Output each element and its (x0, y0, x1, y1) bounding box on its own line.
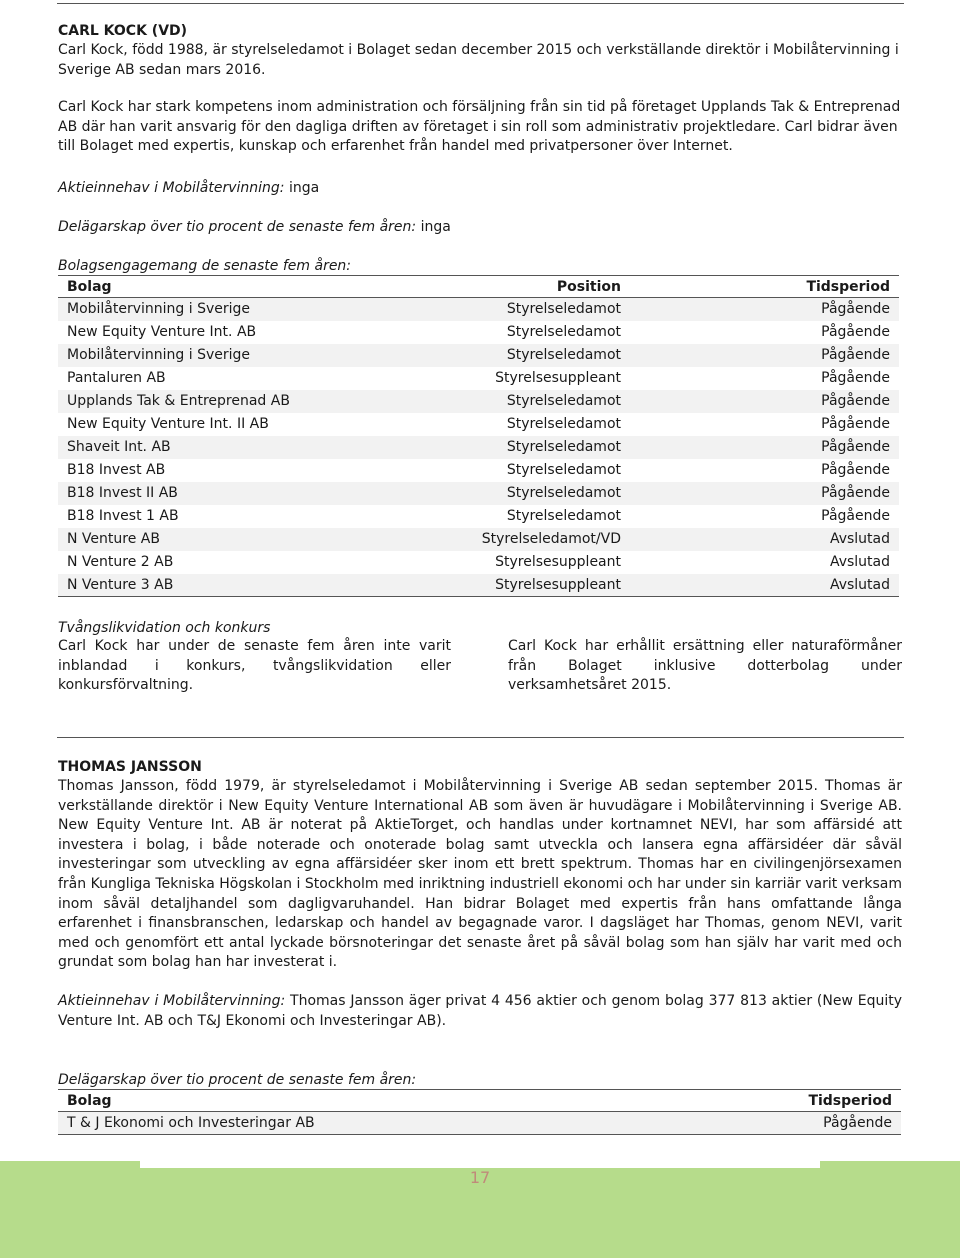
table-header-row (58, 1090, 901, 1112)
carl-ownership (58, 217, 904, 237)
cell-tidsperiod: Pågående (630, 436, 899, 459)
table-row (58, 298, 899, 321)
cell-bolag: N Venture 2 AB (67, 554, 174, 570)
cell-tidsperiod: Pågående (821, 508, 890, 524)
cell-tidsperiod: Avslutad (630, 528, 899, 551)
section-divider (57, 737, 904, 738)
cell-bolag: T & J Ekonomi och Investeringar AB (58, 1112, 658, 1135)
carl-intro: Carl Kock, född 1988, är styrelseledamot i Bolaget sedan december 2015 och verkställande direktör i Mobilåtervinning i Sverige AB sedan mars 2016. (58, 42, 899, 78)
table-row (58, 321, 899, 344)
cell-tidsperiod: Avslutad (829, 554, 890, 570)
carl-title: CARL KOCK (VD) (58, 23, 188, 39)
page-number: 17 (469, 1168, 491, 1187)
table-row (58, 1112, 901, 1135)
carl-holdings-label: Aktieinnehav i Mobilåtervinning: (58, 180, 285, 196)
top-rule (57, 3, 904, 4)
table-row (58, 413, 899, 436)
cell-bolag: Pantaluren AB (67, 370, 166, 386)
thomas-ownership-label: Delägarskap över tio procent de senaste fem åren: (58, 1072, 417, 1088)
cell-bolag: New Equity Venture Int. II AB (67, 416, 269, 432)
cell-position: Styrelseledamot (438, 298, 630, 321)
thomas-holdings-value: Thomas Jansson äger privat 4 456 aktier och genom bolag 377 813 aktier (New Equity Venture Int. AB och T&J Ekonomi och Investeringar AB). (58, 993, 902, 1029)
carl-ownership-label: Delägarskap över tio procent de senaste fem åren: (58, 219, 417, 235)
carl-holdings-value: inga (288, 180, 320, 196)
cell-tidsperiod: Pågående (821, 416, 890, 432)
cell-bolag: Shaveit Int. AB (58, 436, 438, 459)
carl-ownership-value: inga (420, 219, 451, 235)
cell-bolag: Mobilåtervinning i Sverige (58, 344, 438, 367)
cell-position: Styrelsesuppleant (438, 574, 630, 597)
table-row (58, 551, 899, 574)
carl-holdings (58, 178, 904, 198)
cell-position: Styrelseledamot (506, 462, 621, 478)
carl-liquidation-label: Tvångslikvidation och konkurs (58, 620, 271, 636)
table-row (58, 367, 899, 390)
header-tidsperiod: Tidsperiod (630, 276, 899, 298)
cell-bolag: Upplands Tak & Entreprenad AB (58, 390, 438, 413)
table-header-row (58, 276, 899, 298)
table-row (58, 528, 899, 551)
cell-bolag: B18 Invest AB (67, 462, 166, 478)
thomas-title: THOMAS JANSSON (58, 759, 202, 775)
header-bolag: Bolag (58, 1090, 658, 1112)
cell-position: Styrelsesuppleant (495, 370, 621, 386)
cell-bolag: N Venture 3 AB (58, 574, 438, 597)
footer-notch (140, 1161, 820, 1168)
cell-tidsperiod: Pågående (630, 390, 899, 413)
carl-engagements-table (58, 275, 899, 597)
cell-tidsperiod: Pågående (630, 344, 899, 367)
cell-tidsperiod: Pågående (658, 1112, 901, 1135)
thomas-bio: Thomas Jansson, född 1979, är styrelseledamot i Mobilåtervinning i Sverige AB sedan september 2015. Thomas är verkställande direktör i New Equity Venture International AB som även är huvudägare i Mobilåtervinning i Sverige AB. New Equity Venture Int. AB är noterat på AktieTorget, och handlas under kortnamnet NEVI, har som affärsidé att investera i bolag, i både noterade och onoterade bolag samt utveckla och lansera egna affärsidéer där såväl investeringar som utveckling av egna affärsidéer sker inom ett brett spektrum. Thomas har en civilingenjörsexamen från Kungliga Tekniska Högskolan i Stockholm med inriktning industriell ekonomi och har under sin karriär varit verksam inom såväl detaljhandel som dagligvaruhandel. Han bidrar Bolaget med expertis från hans omfattande långa erfarenhet i finansbranschen, ledarskap och handel av begagnade varor. I dagsläget har Thomas, genom NEVI, varit med och genomfört ett antal lyckade börsnoteringar det senaste året på såväl bolag som han själv har varit med och grundat som bolag han har investerat i. (58, 778, 902, 971)
table-row (58, 482, 899, 505)
cell-position: Styrelsesuppleant (495, 554, 621, 570)
header-bolag: Bolag (58, 276, 438, 298)
table-row (58, 344, 899, 367)
cell-tidsperiod: Pågående (821, 370, 890, 386)
cell-tidsperiod: Pågående (821, 324, 890, 340)
cell-bolag: N Venture AB (58, 528, 438, 551)
table-row (58, 505, 899, 528)
cell-tidsperiod: Pågående (821, 462, 890, 478)
carl-engagements-label: Bolagsengagemang de senaste fem åren: (58, 258, 352, 274)
cell-bolag: Mobilåtervinning i Sverige (58, 298, 438, 321)
thomas-holdings (58, 992, 902, 1031)
cell-bolag: New Equity Venture Int. AB (67, 324, 257, 340)
table-row (58, 390, 899, 413)
cell-bolag: B18 Invest 1 AB (67, 508, 179, 524)
cell-position: Styrelseledamot (438, 344, 630, 367)
cell-tidsperiod: Pågående (630, 298, 899, 321)
cell-position: Styrelseledamot (506, 324, 621, 340)
carl-liquidation-text: Carl Kock har under de senaste fem åren inte varit inblandad i konkurs, tvångslikvidation eller konkursförvaltning. (58, 638, 451, 694)
cell-bolag: B18 Invest II AB (58, 482, 438, 505)
cell-tidsperiod: Avslutad (630, 574, 899, 597)
cell-position: Styrelseledamot (438, 482, 630, 505)
cell-position: Styrelseledamot (438, 436, 630, 459)
cell-position: Styrelseledamot (506, 416, 621, 432)
thomas-holdings-label: Aktieinnehav i Mobilåtervinning: (58, 993, 286, 1009)
cell-tidsperiod: Pågående (630, 482, 899, 505)
cell-position: Styrelseledamot/VD (438, 528, 630, 551)
thomas-ownership-table (58, 1089, 901, 1135)
table-row (58, 574, 899, 597)
header-tidsperiod: Tidsperiod (658, 1090, 901, 1112)
table-row (58, 436, 899, 459)
carl-compensation-text: Carl Kock har erhållit ersättning eller naturaförmåner från Bolaget inklusive dotterbolag under verksamhetsåret 2015. (508, 638, 902, 694)
header-position: Position (438, 276, 630, 298)
table-row (58, 459, 899, 482)
carl-bio: Carl Kock har stark kompetens inom administration och försäljning från sin tid på företaget Upplands Tak & Entreprenad AB där han varit ansvarig för den dagliga driften av företaget i sin roll som administrativ projektledare. Carl bidrar även till Bolaget med expertis, kunskap och erfarenhet från handel med privatpersoner över Internet. (58, 99, 901, 155)
cell-position: Styrelseledamot (506, 508, 621, 524)
cell-position: Styrelseledamot (438, 390, 630, 413)
